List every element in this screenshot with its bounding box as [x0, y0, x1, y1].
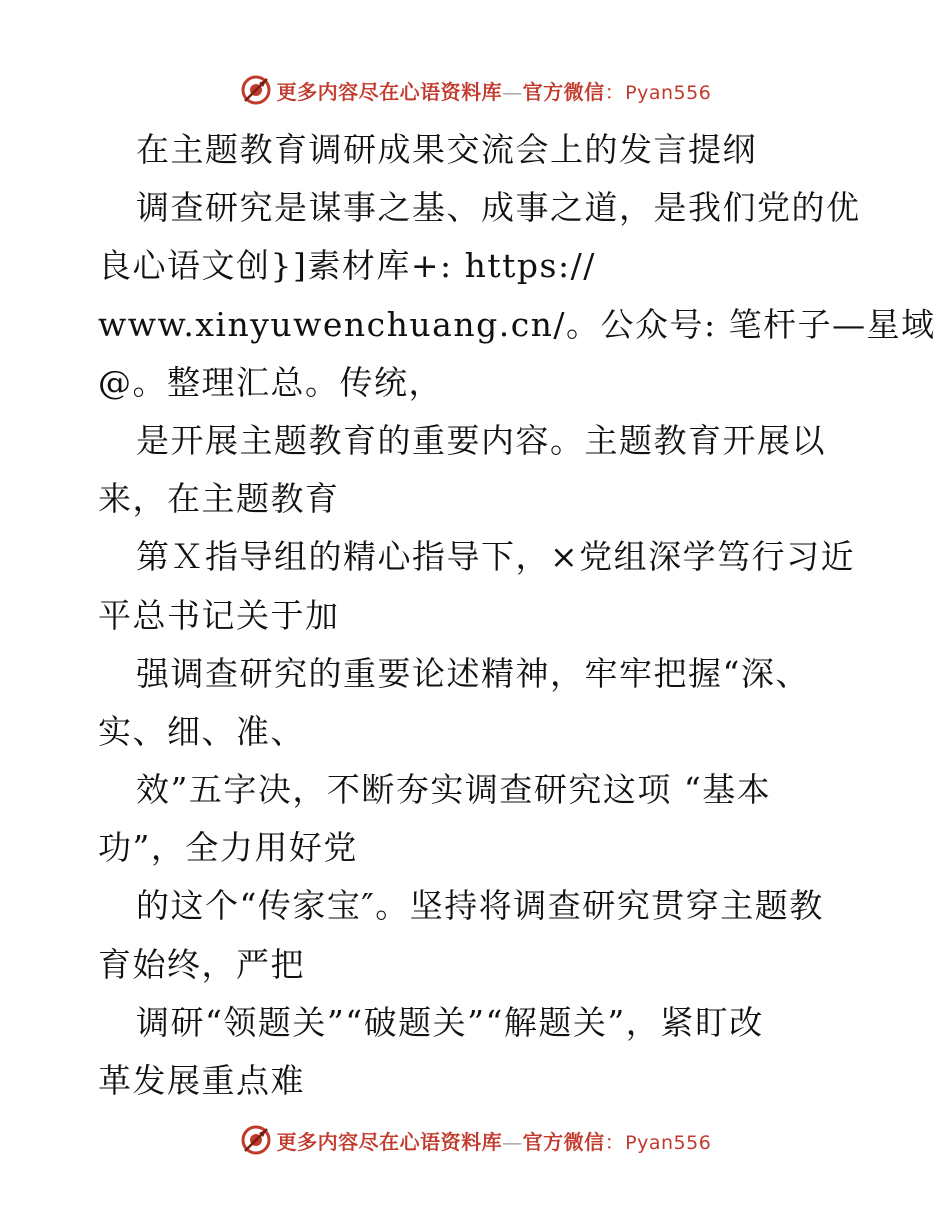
- text-line: 功”，全力用好党: [98, 828, 358, 868]
- text-line: @。整理汇总。传统，: [98, 362, 443, 402]
- watermark-text: 更多内容尽在心语资料库—官方微信：Pyan556: [276, 79, 712, 104]
- text-line: 革发展重点难: [98, 1061, 305, 1100]
- text-line: 良心语文创}]素材库+: https://: [98, 246, 596, 286]
- text-line: 来，在主题教育: [98, 479, 340, 519]
- text-line: 平总书记关于加: [98, 595, 340, 635]
- text-line: 是开展主题教育的重要内容。主题教育开展以: [136, 420, 826, 460]
- quill-logo-icon: [239, 73, 273, 107]
- footer-watermark: [0, 1120, 950, 1160]
- text-line: 调查研究是谋事之基、成事之道，是我们党的优: [136, 188, 861, 228]
- text-line: 育始终，严把: [98, 944, 305, 984]
- text-line: www.xinyuwenchuang.cn/。公众号: 笔杆子—星域: [98, 304, 936, 344]
- text-line: 实、细、准、: [98, 711, 305, 751]
- text-line: 调研“领题关”“破题关”“解题关”，紧盯改: [136, 1002, 764, 1042]
- text-line: 的这个“传家宝″。坚持将调查研究贯穿主题教: [136, 886, 824, 926]
- header-watermark: [0, 70, 950, 110]
- text-line: 效”五字决，不断夯实调查研究这项 “基本: [136, 770, 772, 810]
- text-line: 第Ｘ指导组的精心指导下，×党组深学笃行习近: [136, 537, 856, 577]
- text-line: 强调查研究的重要论述精神，牢牢把握“深、: [136, 653, 810, 693]
- document-body: [98, 121, 936, 1110]
- text-line: 在主题教育调研成果交流会上的发言提纲: [136, 130, 757, 169]
- watermark-text: 更多内容尽在心语资料库—官方微信：Pyan556: [276, 1129, 712, 1154]
- quill-logo-icon: [239, 1123, 273, 1157]
